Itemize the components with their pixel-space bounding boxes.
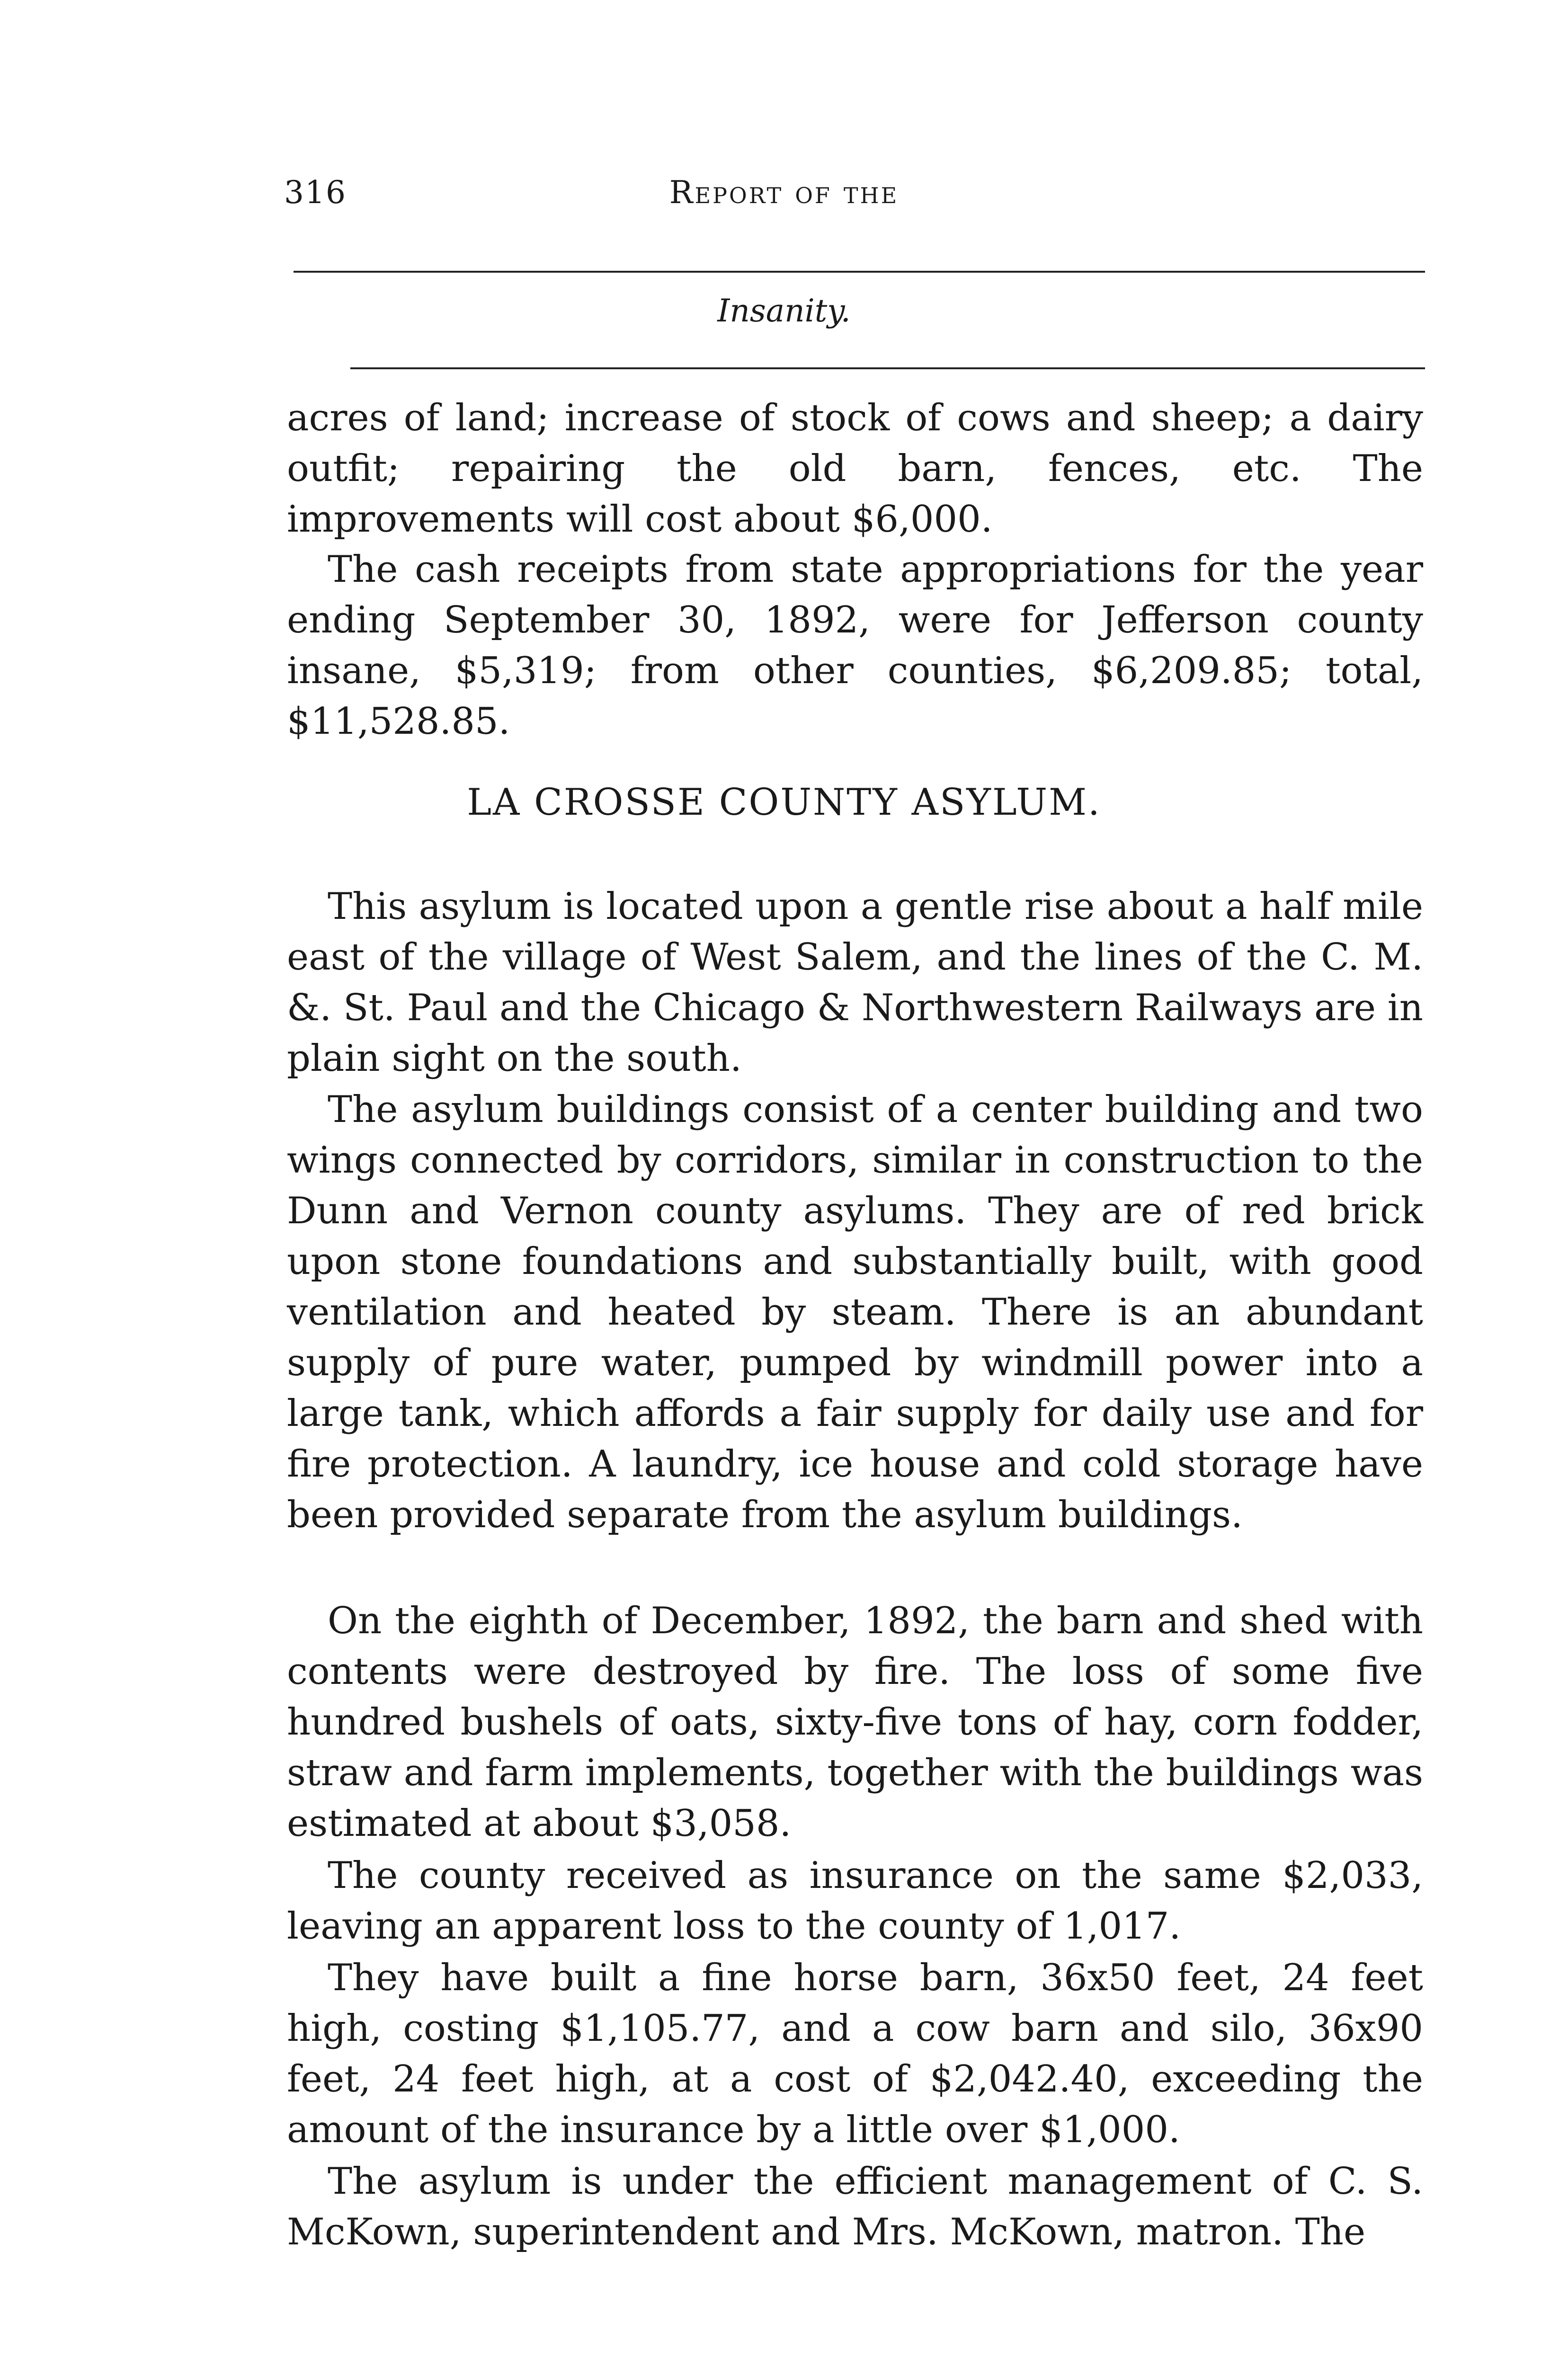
receipts-paragraph: The cash receipts from state appropriations for the year ending September 30, 1892, were for Jefferson county insane, $5,319; from other counties, $6,209.85; total, $11,528.85. <box>287 548 1423 743</box>
insurance-paragraph: The county received as insurance on the same $2,033, leaving an apparent loss to the county of 1,017. <box>287 1854 1423 1948</box>
management-paragraph: The asylum is under the efficient management of C. S. McKown, superintendent and Mrs. McKown, matron. The <box>287 2160 1423 2253</box>
page-number: 316 <box>284 174 347 211</box>
continuation-paragraph: acres of land; increase of stock of cows and sheep; a dairy outfit; repairing the old barn, fences, etc. The improvements will cost about $6,000. <box>287 397 1423 541</box>
location-paragraph: This asylum is located upon a gentle rise about a half mile east of the village of West Salem, and the lines of the C. M. &. St. Paul and the Chicago & Northwestern Railways are in plain sight on the south. <box>287 885 1423 1080</box>
buildings-paragraph: The asylum buildings consist of a center building and two wings connected by corridors, similar in construction to the Dunn and Vernon county asylums. They are of red brick upon stone foundations and substantially built, with good ventilation and heated by steam. There is an abundant supply of pure water, pumped by windmill power into a large tank, which affords a fair supply for daily use and for fire protection. A laundry, ice house and cold storage have been provided separate from the asylum buildings. <box>287 1088 1423 1536</box>
section-heading: Insanity. <box>717 293 851 329</box>
new-barns-paragraph: They have built a fine horse barn, 36x50 feet, 24 feet high, costing $1,105.77, and a cow barn and silo, 36x90 feet, 24 feet high, at a cost of $2,042.40, exceeding the amount of the insurance by a little over $1,000. <box>287 1957 1423 2151</box>
running-title: Report of the <box>669 174 899 211</box>
fire-paragraph: On the eighth of December, 1892, the barn and shed with contents were destroyed by fire. The loss of some five hundred bushels of oats, sixty-five tons of hay, corn fodder, straw and farm implements, together with the buildings was estimated at about $3,058. <box>287 1600 1423 1845</box>
header-rule-top <box>294 271 1425 273</box>
header-rule-bottom <box>350 367 1425 369</box>
asylum-title: LA CROSSE COUNTY ASYLUM. <box>467 781 1101 824</box>
